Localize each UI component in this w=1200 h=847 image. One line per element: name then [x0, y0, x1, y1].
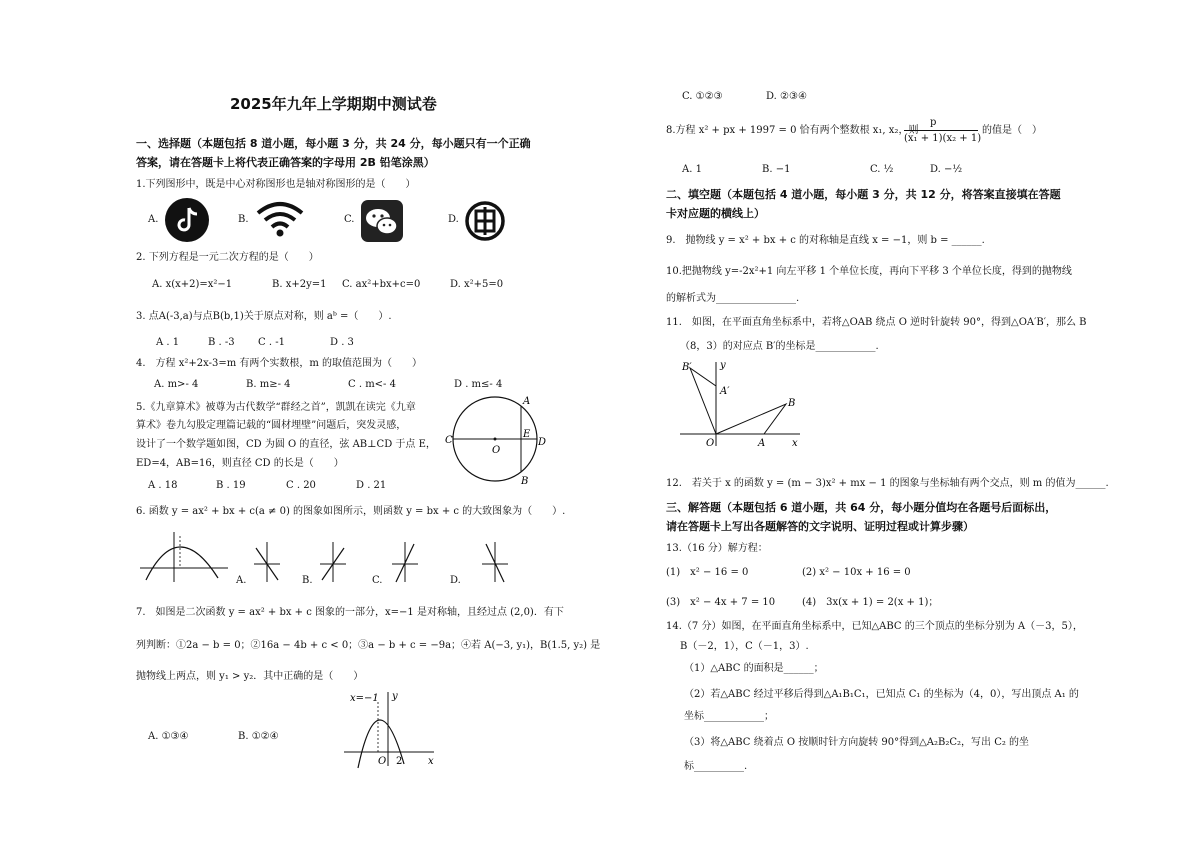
q5-label-c: C	[445, 435, 453, 446]
section2-heading-cont: 卡对应题的横线上）	[666, 207, 765, 220]
q4-option-d: D . m≤- 4	[454, 379, 503, 390]
q11-label-b-prime: B′	[682, 362, 692, 373]
q4-option-c: C . m<- 4	[348, 379, 396, 390]
q8-option-b: B. −1	[762, 164, 791, 175]
bank-logo-icon	[465, 201, 505, 245]
q14-part-2: （2）若△ABC 经过平移后得到△A₁B₁C₁，已知点 C₁ 的坐标为（4，0），写出顶点 A₁ 的	[684, 689, 1079, 700]
section1-heading: 一、选择题（本题包括 8 道小题，每小题 3 分，共 24 分，每小题只有一个正确	[136, 137, 531, 150]
q5-option-a: A . 18	[148, 480, 178, 491]
q5-option-b: B . 19	[216, 480, 246, 491]
tiktok-logo-icon	[164, 197, 210, 247]
q6-option-a: A.	[236, 575, 247, 586]
q5-label-o: O	[492, 445, 501, 456]
q3-option-d: D . 3	[330, 337, 354, 348]
q7-two-label: 2	[396, 756, 403, 767]
q7-option-d: D. ②③④	[766, 91, 807, 102]
q1-option-a: A.	[148, 214, 159, 225]
q8-option-d: D. −½	[930, 164, 963, 175]
q8-fraction-bar	[904, 130, 978, 131]
question-14-line1: 14.（7 分）如图，在平面直角坐标系中，已知△ABC 的三个顶点的坐标分别为 A（－3，5），	[666, 621, 1083, 632]
q13-item-3: (3) x² − 4x + 7 = 10	[666, 597, 776, 608]
q5-option-c: C . 20	[286, 480, 316, 491]
page-title: 2025年九年上学期期中测试卷	[230, 95, 437, 113]
question-2: 2. 下列方程是一元二次方程的是（ ）	[136, 252, 319, 263]
q11-label-a-prime: A′	[720, 386, 730, 397]
section1-heading-cont: 答案，请在答题卡上将代表正确答案的字母用 2B 铅笔涂黑）	[136, 156, 435, 169]
q5-label-b: B	[521, 476, 529, 487]
q14-part-1: （1）△ABC 的面积是______；	[684, 663, 824, 674]
q1-option-d: D.	[448, 214, 459, 225]
q2-option-d: D. x²+5=0	[450, 279, 504, 290]
q11-label-a: A	[758, 438, 766, 449]
q2-option-a: A. x(x+2)=x²−1	[152, 279, 233, 290]
q7-option-c: C. ①②③	[682, 91, 723, 102]
q2-option-b: B. x+2y=1	[272, 279, 327, 290]
question-8: 8.方程 x² + px + 1997 = 0 恰有两个整数根 x₁, x₂，则	[666, 125, 919, 136]
question-4: 4. 方程 x²+2x-3=m 有两个实数根，m 的取值范围为（ ）	[136, 358, 423, 369]
q13-item-2: (2) x² − 10x + 16 = 0	[802, 567, 911, 578]
q5-label-d: D	[538, 437, 547, 448]
q7-option-b: B. ①②④	[238, 731, 279, 742]
wechat-icon	[360, 199, 404, 247]
question-6: 6. 函数 y = ax² + bx + c(a ≠ 0) 的图象如图所示，则函数 y = bx + c 的大致图象为（ ）.	[136, 506, 566, 517]
question-5-line3: 设计了一个数学题如图，CD 为圆 O 的直径，弦 AB⊥CD 于点 E，	[136, 439, 436, 450]
q5-circle-figure	[443, 393, 548, 488]
question-9: 9. 抛物线 y = x² + bx + c 的对称轴是直线 x = −1，则 b = ______.	[666, 235, 985, 246]
section3-heading: 三、解答题（本题包括 6 道小题，共 64 分，每小题分值均在各题号后面标出，	[666, 501, 1057, 514]
q11-label-y: y	[720, 360, 726, 371]
q4-option-a: A. m>- 4	[154, 379, 199, 390]
question-5-line2: 算术》卷九勾股定理篇记载的“圆材埋壁”问题后，突发灵感，	[136, 420, 407, 431]
q11-label-o: O	[706, 438, 715, 449]
question-14-line2: B（－2，1），C（－1，3）.	[680, 641, 809, 652]
question-13: 13.（16 分）解方程：	[666, 543, 768, 554]
q6-option-b: B.	[302, 575, 313, 586]
q4-option-b: B. m≥- 4	[246, 379, 291, 390]
question-11-line2: （8，3）的对应点 B′的坐标是____________.	[680, 341, 879, 352]
q5-option-d: D . 21	[356, 480, 387, 491]
q1-option-b: B.	[238, 214, 249, 225]
q11-rotation-figure	[676, 358, 806, 450]
question-11-line1: 11. 如图，在平面直角坐标系中，若将△OAB 绕点 O 逆时针旋转 90°，得到△OA′B′，那么 B	[666, 317, 1087, 328]
q6-option-d-graph	[480, 540, 510, 584]
question-10-line1: 10.把抛物线 y=-2x²+1 向左平移 1 个单位长度，再向下平移 3 个单位长度，得到的抛物线	[666, 266, 1072, 277]
q6-option-b-graph	[318, 540, 348, 584]
q14-part-3: （3）将△ABC 绕着点 O 按顺时针方向旋转 90°得到△A₂B₂C₂，写出 C₂ 的坐	[684, 737, 1030, 748]
q8-option-a: A. 1	[682, 164, 702, 175]
q8-option-c: C. ½	[870, 164, 894, 175]
q6-option-d: D.	[450, 575, 461, 586]
section2-heading: 二、填空题（本题包括 4 道小题，每小题 3 分，共 12 分，将答案直接填在答题	[666, 188, 1061, 201]
question-5-line1: 5.《九章算术》被尊为古代数学“群经之首”，凯凯在读完《九章	[136, 402, 416, 413]
question-1: 1.下列图形中，既是中心对称图形也是轴对称图形的是（ ）	[136, 179, 416, 190]
q2-option-c: C. ax²+bx+c=0	[342, 279, 421, 290]
q11-label-b: B	[788, 398, 796, 409]
q1-option-c: C.	[344, 214, 355, 225]
q3-option-a: A . 1	[156, 337, 180, 348]
q13-item-1: (1) x² − 16 = 0	[666, 567, 749, 578]
q13-item-4: (4) 3x(x + 1) = 2(x + 1)；	[802, 597, 939, 608]
question-12: 12. 若关于 x 的函数 y = (m − 3)x² + mx − 1 的图象与坐标轴有两个交点，则 m 的值为______.	[666, 478, 1109, 489]
q6-parabola-figure	[138, 530, 230, 585]
q6-option-a-graph	[252, 540, 282, 584]
q14-part-3-answer: 标__________.	[684, 761, 748, 772]
q7-option-a: A. ①③④	[148, 731, 189, 742]
q6-option-c-graph	[390, 540, 420, 584]
q3-option-c: C . -1	[258, 337, 285, 348]
q5-label-e: E	[523, 429, 531, 440]
q7-parabola-figure	[340, 688, 440, 770]
question-5-line4: ED=4，AB=16，则直径 CD 的长是（ ）	[136, 458, 344, 469]
q11-label-x: x	[792, 438, 798, 449]
q8-fraction-denominator: (x₁ + 1)(x₂ + 1)	[904, 133, 982, 144]
q8-fraction-numerator: p	[930, 117, 937, 128]
q7-y-label: y	[392, 691, 398, 702]
question-10-line2: 的解析式为________________.	[666, 293, 800, 304]
question-7-line2: 列判断：①2a − b = 0；②16a − 4b + c < 0；③a − b + c = −9a；④若 A(−3, y₁)，B(1.5, y₂) 是	[136, 640, 601, 651]
q14-part-2-answer: 坐标____________；	[684, 711, 774, 722]
q8-tail: 的值是（ ）	[982, 125, 1042, 136]
q7-origin-label: O	[378, 756, 387, 767]
q3-option-b: B . -3	[208, 337, 235, 348]
q7-axis-label: x=−1	[350, 693, 379, 704]
section3-heading-cont: 请在答题卡上写出各题解答的文字说明、证明过程或计算步骤）	[666, 520, 974, 533]
q7-x-label: x	[428, 756, 434, 767]
question-3: 3. 点A(-3,a)与点B(b,1)关于原点对称，则 aᵇ =（ ）.	[136, 311, 392, 322]
question-7-line3: 抛物线上两点，则 y₁ > y₂．其中正确的是（ ）	[136, 671, 364, 682]
q6-option-c: C.	[372, 575, 383, 586]
wifi-icon	[255, 199, 305, 243]
q5-label-a: A	[523, 396, 531, 407]
question-7-line1: 7. 如图是二次函数 y = ax² + bx + c 图象的一部分，x=−1 是对称轴，且经过点 (2,0)．有下	[136, 607, 564, 618]
